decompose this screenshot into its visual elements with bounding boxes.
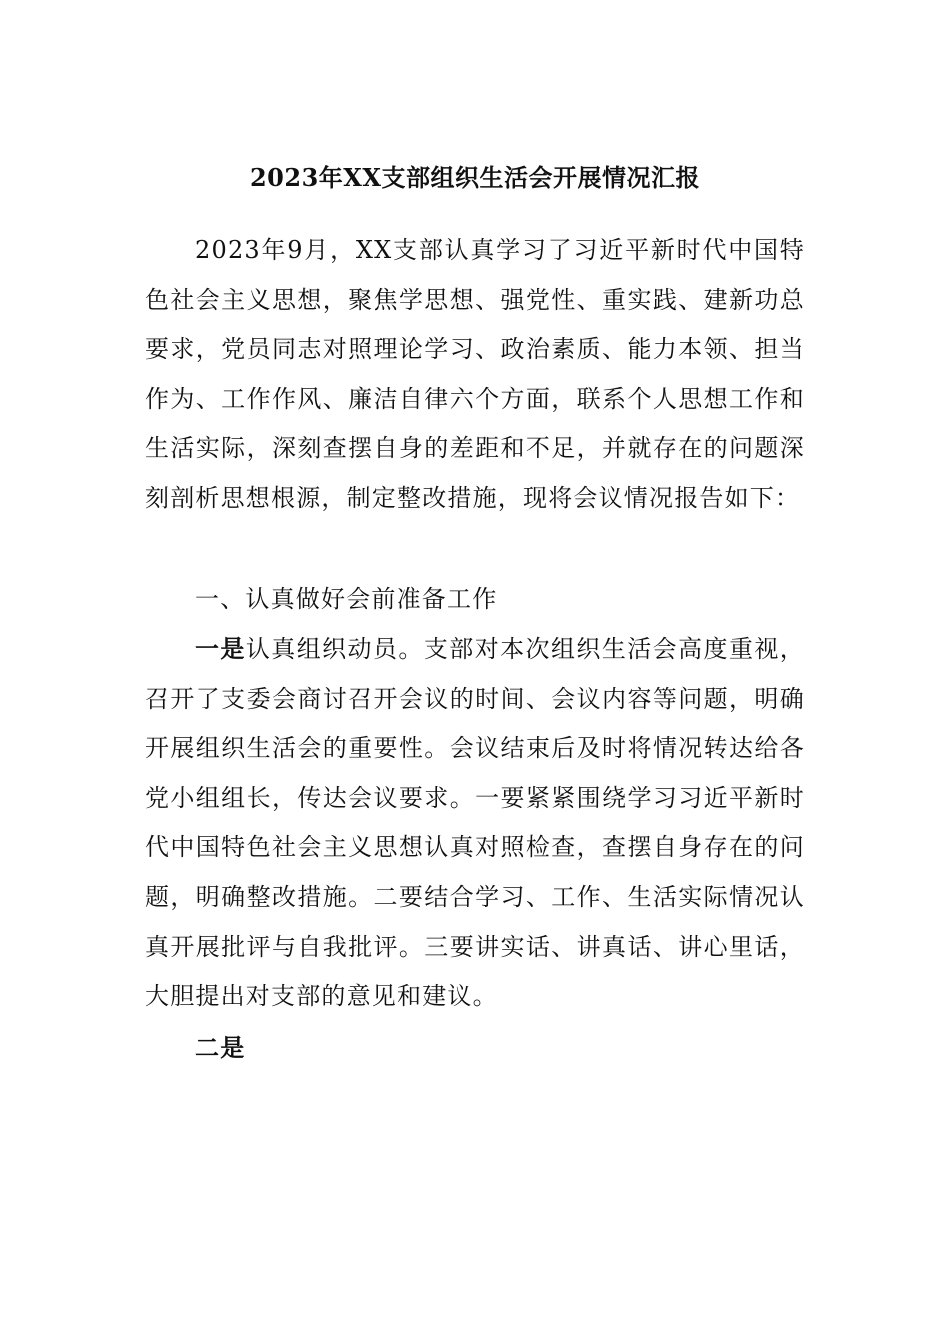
point-one-text: 认真组织动员。支部对本次组织生活会高度重视，召开了支委会商讨召开会议的时间、会议内容等问题，明确开展组织生活会的重要性。会议结束后及时将情况转达给各党小组组长，传达会议要求。一要紧紧围绕学习习近平新时代中国特色社会主义思想认真对照检查，查摆自身存在的问题，明确整改措施。二要结合学习、工作、生活实际情况认真开展批评与自我批评。三要讲实话、讲真话、讲心里话，大胆提出对支部的意见和建议。 [145, 635, 805, 1011]
point-one-lead: 一是 [195, 634, 246, 663]
point-two-lead: 二是 [195, 1033, 246, 1062]
point-one-paragraph [145, 624, 805, 1022]
document-title: 2023年XX支部组织生活会开展情况汇报 [249, 163, 701, 192]
section-heading [145, 575, 805, 625]
intro-paragraph-text: 2023年9月，XX支部认真学习了习近平新时代中国特色社会主义思想，聚焦学思想、强党性、重实践、建新功总要求，党员同志对照理论学习、政治素质、能力本领、担当作为、工作作风、廉洁自律六个方面，联系个人思想工作和生活实际，深刻查摆自身的差距和不足，并就存在的问题深刻剖析思想根源，制定整改措施，现将会议情况报告如下： [145, 236, 805, 512]
section-heading-text: 一、认真做好会前准备工作 [195, 585, 498, 613]
intro-paragraph [145, 226, 805, 524]
point-two-paragraph [145, 1023, 805, 1074]
